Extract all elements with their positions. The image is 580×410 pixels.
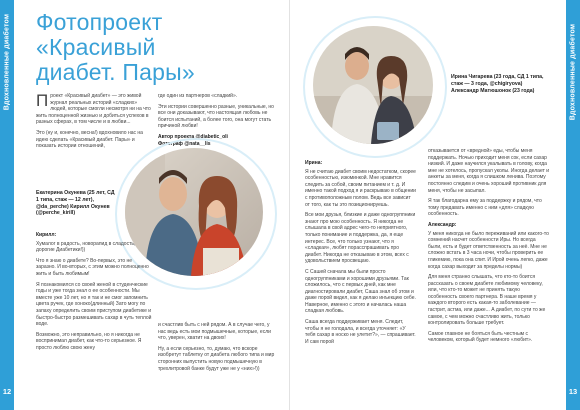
left-page-number: 12	[2, 387, 12, 396]
drop-cap: П	[36, 91, 49, 110]
intro-column	[36, 93, 152, 154]
irina-cont-para-1: отказывается от «вредной» еды, чтобы меня поддержать. Ночью приходит меня сок, если сахар низкий. И даже научился укалывать в голову, когда мне не хотелось, пропускал уколы. Иногда делает и анкеты за меня, когда я слишком ленива. Поэтому постоянно следим и очень хороший противник для меня, чтобы не засыпал.	[428, 148, 550, 194]
couple-photo-chigareva	[313, 26, 433, 144]
kirill-para-2: Что я знаю о диабете? Во-первых, это не заразно. И во-вторых, с этим можно полноценно жить и быть любимым!	[36, 257, 149, 277]
irina-cont-para-2: Я так благодарна ему за поддержку и рядом, что тому предавать именно с ним «для» сладкую особенность.	[428, 198, 542, 218]
kirill-label: Кирилл:	[36, 232, 57, 238]
page-fold	[289, 0, 290, 410]
intro-para-2: Это (ну и, конечно, весна!) вдохновило нас на идею сделать «Красивый диабет. Пары» и показать истории отношений,	[36, 129, 143, 150]
right-column-2	[428, 148, 550, 348]
right-sidebar-label: Вдохновленные диабетом	[569, 23, 577, 121]
chigareva-caption: Ирина Чигарева (23 года, СД 1 типа, стаж — 3 года, @chigiryova) Александр Матюшонок (23 года)	[451, 74, 544, 94]
kirill-mid-para-1: и счастлив быть с ней рядом. А в случае чего, у нас ведь есть мои подмышечные, которые, если что, уверен, хватит на двоих!	[158, 322, 271, 342]
sasha-para-3: Самое главное не бояться быть честным с человеком, который будет немного «любит».	[428, 330, 533, 344]
title-line-1: Фотопроект	[36, 9, 163, 35]
irina-column	[305, 160, 417, 349]
kirill-para-4: Возможно, это неправильно, но я никогда не воспринимал диабет, как что-то серьезное. Я просто люблю свою жену	[36, 331, 142, 351]
title-line-2: «Красивый	[36, 34, 156, 60]
title-line-3: диабет. Пары»	[36, 59, 195, 85]
sasha-para-1: У меня никогда не было переживаний или какого-то сомнений насчет особенности Иры. Но всегда были, есть и будет ответственность за неё. Мне не сложно встать в 3 часа ночи, чтобы проверить ее гликемию, пока она спит. И Ирой очень легко, даже когда сахар выходит за пределы нормы)	[428, 230, 549, 270]
irina-para-2: Все мои друзья, близкие и даже одногруппники знают про мою особенность. Я никогда не слышала в свой адрес чего-то неприятного, только понимание и поддержка, да, я еще интерес. Все, что только узнают, что я «сладкая», любят порасспрашивать про диабет. Никогда не отказываю в этом, всех с удовольствием просвещаю.	[305, 212, 416, 265]
right-page-number: 13	[568, 387, 578, 396]
irina-para-3: С Сашей сначала мы были просто одногруппниками и хорошими друзьями. Так сложилось, что с первых дней, как мне диагностировали диабет, Саша знал об этом и даже порой видел, как я делаю инъекцию себе. Наверное, именно с этого и началась наша сладкая любовь.	[305, 268, 416, 315]
kirill-para-3: Я познакомился со своей женой в студенческие годы и уже тогда знал о ее особенности. Мы вместе уже 10 лет, но я так и не смог запомнить цвета ручек, где хоноко(длинный) Зато могу по запаху определить своим приступом диабетике и быстро-быстро размешивать сахар в чуть теплой воде.	[36, 281, 152, 328]
sasha-label: Александр:	[428, 221, 457, 228]
right-sidebar	[566, 0, 580, 410]
left-sidebar	[0, 0, 14, 410]
irina-para-1: Я не считаю диабет своим недостатком, скорее особенностью, изюминкой. Мне нравится следить за собой, своим питанием и т. д. И именно такой подход я и раскрываю в общении с противоположным полом. Ведь все зависит от того, как ты это позиционируешь.	[305, 168, 416, 208]
intro-text: роект «Красивый диабет» — это живой журнал реальных историй «сладких» людей, которые смогли несмотря ни на что жить полноценной жизнью и добиться успехов в разных сферах, в том числе и в любви...	[36, 93, 151, 126]
sasha-para-2: Для меня странно слышать, что кто-то боится рассказать о своем диабете любимому человеку, или, что кто-то может не принять такую особенность своего партнера. В наше время у каждого второго есть какая-то заболевание — гастрит, астма, или даже... А диабет, по сути то же самое, с чем можно счастливо жить, только контролировать больше требует.	[428, 274, 546, 327]
page-title	[36, 10, 195, 85]
kirill-mid-para-2: Ну, а если серьезно, то, думаю, что вскоре изобретут таблетку от диабета любого типа и мир сторонних выпустить новую подмышечную в трехлитровой банке будут уже не у «них»!))	[158, 345, 275, 372]
irina-para-4: Саша всегда поддерживает меня. Следит, чтобы я не голодала, и всегда уточняет: «У тебя сахар в носко не улетит?», — спрашивает. И сам порой	[305, 319, 416, 345]
author-credit: Автор проекта @diabetic_oli	[158, 133, 228, 140]
irina-label: Ирина:	[305, 160, 323, 166]
okunev-caption: Екатерина Окунева (25 лет, СД 1 типа, стаж — 12 лет), @da_perche) Кирилл Окунев (@perche_kirill)	[36, 190, 115, 217]
couple-photo-chigareva-image	[313, 26, 433, 144]
left-sidebar-label: Вдохновленные диабетом	[3, 13, 11, 111]
col2-para-2: Эти истории совершенно разные, уникальные, но все они доказывают, что настоящая любовь не боится испытаний, а более того, она могут стать причиной любви!	[158, 103, 274, 130]
kirill-para-1: Хумалог в радость, новорапид в сладость, дорогие Диабетики!))	[36, 240, 136, 254]
kirill-column	[36, 232, 152, 356]
photographer-credit: Фотограф @nata__lis	[158, 140, 211, 147]
kirill-column-2	[158, 322, 276, 376]
col2-para-1: где один из партнеров «сладкий».	[158, 93, 238, 99]
